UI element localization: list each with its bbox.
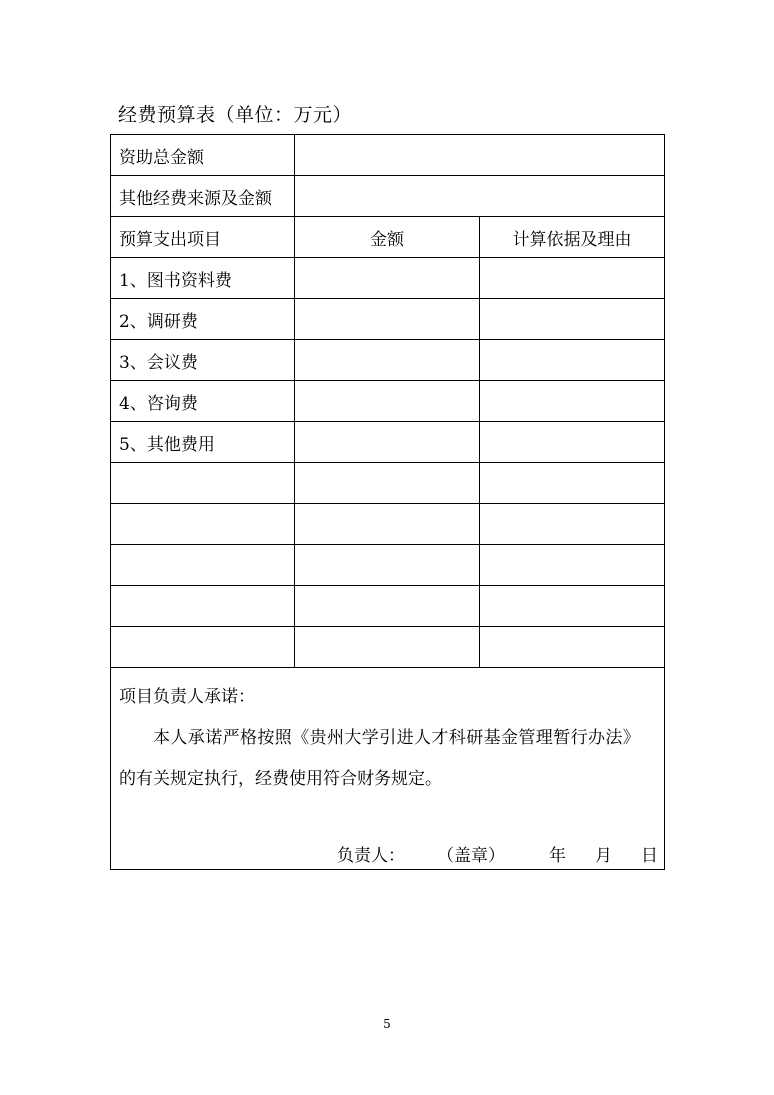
- item-basis[interactable]: [480, 422, 665, 463]
- item-amount[interactable]: [295, 422, 480, 463]
- item-basis[interactable]: [480, 381, 665, 422]
- summary-label: 其他经费来源及金额: [111, 176, 295, 217]
- item-amount[interactable]: [295, 627, 480, 668]
- item-amount[interactable]: [295, 381, 480, 422]
- document-title: 经费预算表（单位：万元）: [118, 104, 353, 126]
- item-amount[interactable]: [295, 299, 480, 340]
- item-basis[interactable]: [480, 627, 665, 668]
- table-row: [111, 340, 665, 381]
- item-name: 2、调研费: [111, 299, 295, 340]
- pledge-text-line1: 本人承诺严格按照《贵州大学引进人才科研基金管理暂行办法》: [153, 728, 641, 748]
- table-row: [111, 258, 665, 299]
- item-basis[interactable]: [480, 258, 665, 299]
- item-basis[interactable]: [480, 340, 665, 381]
- summary-label: 资助总金额: [111, 135, 295, 176]
- item-name: 5、其他费用: [111, 422, 295, 463]
- pledge-heading: 项目负责人承诺：: [119, 687, 255, 707]
- table-row: [111, 463, 665, 504]
- day-label: 日: [641, 846, 658, 866]
- item-name[interactable]: [111, 463, 295, 504]
- column-header-basis: 计算依据及理由: [480, 217, 665, 258]
- summary-row-other-sources: [111, 176, 665, 217]
- item-amount[interactable]: [295, 586, 480, 627]
- table-row: [111, 299, 665, 340]
- item-name[interactable]: [111, 504, 295, 545]
- page-number: 5: [383, 1017, 391, 1031]
- column-header-item: 预算支出项目: [111, 217, 295, 258]
- pledge-text-line2: 的有关规定执行，经费使用符合财务规定。: [119, 769, 442, 789]
- item-basis[interactable]: [480, 504, 665, 545]
- item-basis[interactable]: [480, 586, 665, 627]
- item-name: 1、图书资料费: [111, 258, 295, 299]
- item-amount[interactable]: [295, 463, 480, 504]
- item-name[interactable]: [111, 545, 295, 586]
- table-row: [111, 504, 665, 545]
- summary-row-total-funding: [111, 135, 665, 176]
- seal-label: （盖章）: [437, 846, 505, 866]
- table-row: [111, 381, 665, 422]
- table-header-row: [111, 217, 665, 258]
- table-row: [111, 586, 665, 627]
- item-amount[interactable]: [295, 258, 480, 299]
- year-label: 年: [549, 846, 566, 866]
- table-row: [111, 627, 665, 668]
- total-funding-value[interactable]: [295, 135, 665, 176]
- pledge-cell: [111, 668, 665, 870]
- column-header-amount: 金额: [295, 217, 480, 258]
- item-basis[interactable]: [480, 299, 665, 340]
- item-name[interactable]: [111, 586, 295, 627]
- item-name: 3、会议费: [111, 340, 295, 381]
- table-row: [111, 422, 665, 463]
- item-amount[interactable]: [295, 340, 480, 381]
- item-name[interactable]: [111, 627, 295, 668]
- item-amount[interactable]: [295, 545, 480, 586]
- pledge-row: [111, 668, 665, 870]
- item-name: 4、咨询费: [111, 381, 295, 422]
- budget-table: [110, 134, 665, 870]
- item-amount[interactable]: [295, 504, 480, 545]
- other-sources-value[interactable]: [295, 176, 665, 217]
- table-row: [111, 545, 665, 586]
- item-basis[interactable]: [480, 545, 665, 586]
- signer-label: 负责人：: [337, 846, 405, 866]
- month-label: 月: [595, 846, 612, 866]
- item-basis[interactable]: [480, 463, 665, 504]
